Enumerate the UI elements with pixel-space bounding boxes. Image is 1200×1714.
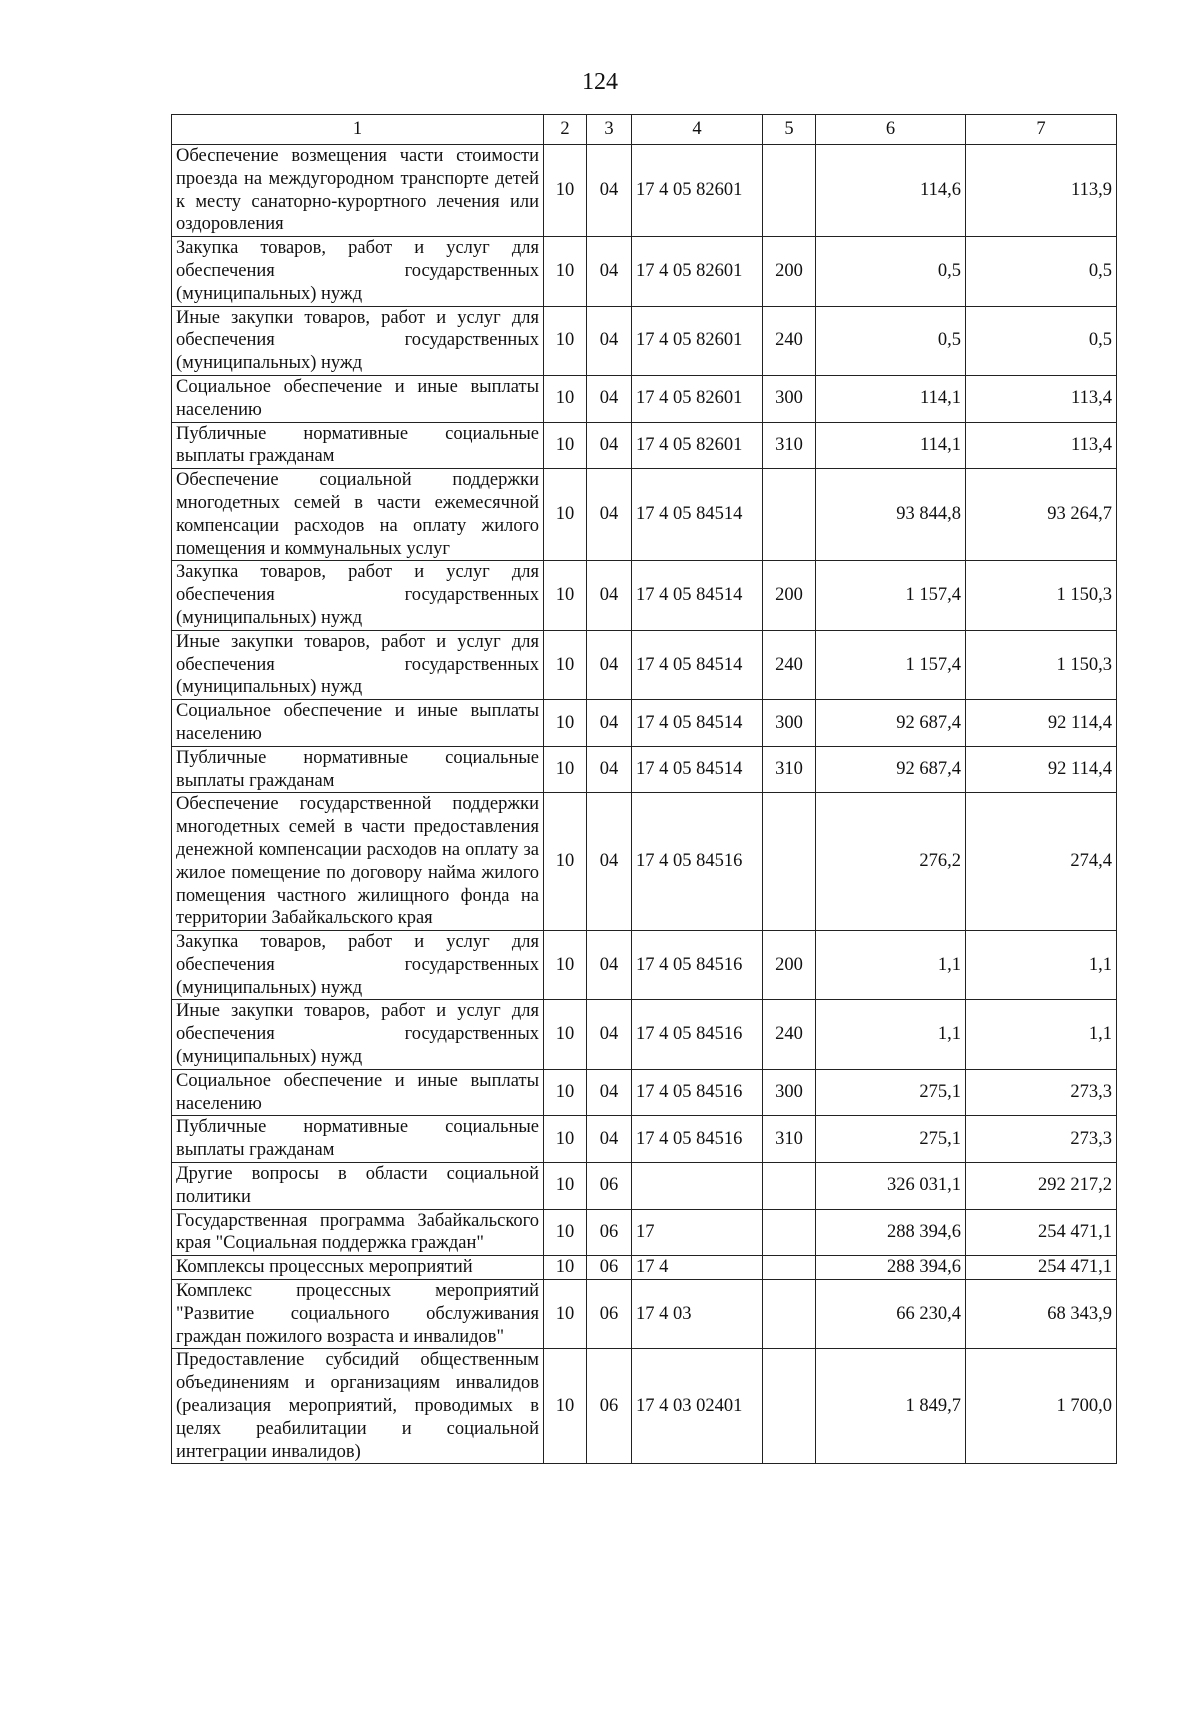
table-row — [172, 237, 1117, 306]
cell-amount-1: 66 230,4 — [816, 1280, 966, 1349]
column-header: 2 — [544, 115, 587, 145]
cell-amount-2: 113,4 — [966, 422, 1117, 469]
cell-amount-1: 114,6 — [816, 145, 966, 237]
cell-subsection: 04 — [587, 931, 632, 1000]
cell-amount-2: 1 700,0 — [966, 1349, 1117, 1464]
cell-target-code: 17 4 05 82601 — [632, 375, 763, 422]
cell-expense-type — [763, 1163, 816, 1210]
cell-section: 10 — [544, 1349, 587, 1464]
cell-amount-1: 1 849,7 — [816, 1349, 966, 1464]
cell-section: 10 — [544, 700, 587, 747]
cell-expense-type — [763, 1256, 816, 1280]
cell-expense-type: 300 — [763, 1069, 816, 1116]
cell-amount-2: 274,4 — [966, 793, 1117, 931]
cell-amount-2: 1 150,3 — [966, 630, 1117, 699]
cell-target-code: 17 4 05 84516 — [632, 931, 763, 1000]
column-header: 3 — [587, 115, 632, 145]
table-row — [172, 1349, 1117, 1464]
table-row — [172, 1280, 1117, 1349]
cell-target-code: 17 4 05 82601 — [632, 145, 763, 237]
cell-amount-2: 68 343,9 — [966, 1280, 1117, 1349]
cell-subsection: 04 — [587, 561, 632, 630]
cell-target-code: 17 4 05 82601 — [632, 422, 763, 469]
cell-section: 10 — [544, 145, 587, 237]
cell-expense-type — [763, 1349, 816, 1464]
cell-amount-1: 92 687,4 — [816, 746, 966, 793]
cell-expense-type: 200 — [763, 931, 816, 1000]
cell-subsection: 04 — [587, 793, 632, 931]
cell-amount-1: 93 844,8 — [816, 469, 966, 561]
cell-target-code: 17 4 05 84516 — [632, 1116, 763, 1163]
cell-amount-1: 288 394,6 — [816, 1256, 966, 1280]
column-header: 6 — [816, 115, 966, 145]
cell-subsection: 04 — [587, 306, 632, 375]
table-row — [172, 1209, 1117, 1256]
cell-amount-1: 275,1 — [816, 1116, 966, 1163]
cell-amount-1: 326 031,1 — [816, 1163, 966, 1210]
cell-subsection: 06 — [587, 1209, 632, 1256]
table-row — [172, 306, 1117, 375]
cell-amount-1: 1 157,4 — [816, 561, 966, 630]
cell-expense-type: 200 — [763, 561, 816, 630]
cell-name: Закупка товаров, работ и услуг для обеспечения государственных (муниципальных) нужд — [172, 561, 544, 630]
table-row — [172, 422, 1117, 469]
cell-name: Предоставление субсидий общественным объединениям и организациям инвалидов (реализация мероприятий, проводимых в целях реабилитации и социальной интеграции инвалидов) — [172, 1349, 544, 1464]
table-row — [172, 1163, 1117, 1210]
page-number: 124 — [582, 69, 618, 95]
cell-target-code: 17 4 05 84514 — [632, 700, 763, 747]
cell-amount-2: 0,5 — [966, 237, 1117, 306]
cell-subsection: 04 — [587, 145, 632, 237]
cell-subsection: 06 — [587, 1349, 632, 1464]
cell-section: 10 — [544, 1069, 587, 1116]
table-row — [172, 375, 1117, 422]
table-row — [172, 1000, 1117, 1069]
cell-name: Обеспечение социальной поддержки многодетных семей в части ежемесячной компенсации расходов на оплату жилого помещения и коммунальных услуг — [172, 469, 544, 561]
table-row — [172, 145, 1117, 237]
cell-subsection: 04 — [587, 1116, 632, 1163]
cell-amount-2: 273,3 — [966, 1069, 1117, 1116]
table-row — [172, 630, 1117, 699]
cell-expense-type — [763, 793, 816, 931]
column-number-row — [172, 115, 1117, 145]
cell-target-code: 17 4 03 — [632, 1280, 763, 1349]
cell-subsection: 04 — [587, 375, 632, 422]
cell-section: 10 — [544, 931, 587, 1000]
table-body — [172, 145, 1117, 1464]
cell-amount-2: 93 264,7 — [966, 469, 1117, 561]
column-header: 1 — [172, 115, 544, 145]
cell-section: 10 — [544, 1000, 587, 1069]
cell-name: Другие вопросы в области социальной политики — [172, 1163, 544, 1210]
cell-amount-2: 254 471,1 — [966, 1209, 1117, 1256]
cell-section: 10 — [544, 746, 587, 793]
cell-name: Государственная программа Забайкальского края "Социальная поддержка граждан" — [172, 1209, 544, 1256]
cell-expense-type: 310 — [763, 746, 816, 793]
cell-amount-2: 254 471,1 — [966, 1256, 1117, 1280]
cell-target-code: 17 4 05 82601 — [632, 306, 763, 375]
table-row — [172, 746, 1117, 793]
budget-table — [171, 114, 1117, 1464]
cell-target-code: 17 4 05 84514 — [632, 469, 763, 561]
cell-target-code: 17 4 03 02401 — [632, 1349, 763, 1464]
cell-expense-type: 300 — [763, 375, 816, 422]
cell-expense-type: 310 — [763, 422, 816, 469]
cell-expense-type — [763, 1280, 816, 1349]
cell-expense-type: 240 — [763, 1000, 816, 1069]
column-header: 5 — [763, 115, 816, 145]
cell-name: Иные закупки товаров, работ и услуг для обеспечения государственных (муниципальных) нужд — [172, 1000, 544, 1069]
table-row — [172, 1069, 1117, 1116]
cell-expense-type — [763, 145, 816, 237]
cell-name: Закупка товаров, работ и услуг для обеспечения государственных (муниципальных) нужд — [172, 237, 544, 306]
cell-name: Социальное обеспечение и иные выплаты населению — [172, 1069, 544, 1116]
table-row — [172, 1116, 1117, 1163]
cell-amount-1: 0,5 — [816, 306, 966, 375]
cell-amount-1: 1 157,4 — [816, 630, 966, 699]
cell-amount-2: 1,1 — [966, 1000, 1117, 1069]
cell-expense-type: 240 — [763, 630, 816, 699]
cell-expense-type — [763, 1209, 816, 1256]
cell-name: Социальное обеспечение и иные выплаты населению — [172, 375, 544, 422]
cell-amount-1: 114,1 — [816, 422, 966, 469]
cell-target-code: 17 — [632, 1209, 763, 1256]
cell-target-code: 17 4 05 84514 — [632, 746, 763, 793]
cell-subsection: 04 — [587, 469, 632, 561]
cell-name: Обеспечение государственной поддержки многодетных семей в части предоставления денежной компенсации расходов на оплату за жилое помещение по договору найма жилого помещения частного жилищного фонда на территории Забайкальского края — [172, 793, 544, 931]
cell-subsection: 06 — [587, 1280, 632, 1349]
cell-subsection: 06 — [587, 1163, 632, 1210]
cell-target-code: 17 4 05 84516 — [632, 1069, 763, 1116]
table-row — [172, 793, 1117, 931]
cell-amount-2: 1 150,3 — [966, 561, 1117, 630]
cell-target-code: 17 4 05 84514 — [632, 561, 763, 630]
cell-name: Комплекс процессных мероприятий "Развитие социального обслуживания граждан пожилого возраста и инвалидов" — [172, 1280, 544, 1349]
cell-name: Иные закупки товаров, работ и услуг для обеспечения государственных (муниципальных) нужд — [172, 306, 544, 375]
cell-amount-2: 292 217,2 — [966, 1163, 1117, 1210]
cell-amount-1: 275,1 — [816, 1069, 966, 1116]
cell-section: 10 — [544, 306, 587, 375]
cell-target-code: 17 4 05 84516 — [632, 1000, 763, 1069]
column-header: 4 — [632, 115, 763, 145]
cell-name: Публичные нормативные социальные выплаты гражданам — [172, 1116, 544, 1163]
cell-section: 10 — [544, 561, 587, 630]
cell-target-code: 17 4 05 84516 — [632, 793, 763, 931]
cell-amount-2: 0,5 — [966, 306, 1117, 375]
table-row — [172, 700, 1117, 747]
cell-section: 10 — [544, 1280, 587, 1349]
cell-amount-1: 288 394,6 — [816, 1209, 966, 1256]
cell-subsection: 04 — [587, 746, 632, 793]
cell-amount-2: 1,1 — [966, 931, 1117, 1000]
cell-target-code — [632, 1163, 763, 1210]
cell-subsection: 04 — [587, 237, 632, 306]
cell-expense-type — [763, 469, 816, 561]
cell-subsection: 04 — [587, 422, 632, 469]
cell-section: 10 — [544, 1116, 587, 1163]
cell-amount-2: 113,4 — [966, 375, 1117, 422]
cell-expense-type: 310 — [763, 1116, 816, 1163]
cell-target-code: 17 4 05 84514 — [632, 630, 763, 699]
cell-subsection: 04 — [587, 630, 632, 699]
cell-name: Публичные нормативные социальные выплаты гражданам — [172, 422, 544, 469]
cell-section: 10 — [544, 422, 587, 469]
cell-name: Социальное обеспечение и иные выплаты населению — [172, 700, 544, 747]
cell-name: Публичные нормативные социальные выплаты гражданам — [172, 746, 544, 793]
cell-section: 10 — [544, 1209, 587, 1256]
table-row — [172, 1256, 1117, 1280]
cell-amount-2: 273,3 — [966, 1116, 1117, 1163]
cell-name: Обеспечение возмещения части стоимости проезда на междугородном транспорте детей к месту санаторно-курортного лечения или оздоровления — [172, 145, 544, 237]
cell-subsection: 04 — [587, 1069, 632, 1116]
cell-amount-1: 114,1 — [816, 375, 966, 422]
cell-amount-2: 92 114,4 — [966, 700, 1117, 747]
cell-name: Закупка товаров, работ и услуг для обеспечения государственных (муниципальных) нужд — [172, 931, 544, 1000]
cell-section: 10 — [544, 1163, 587, 1210]
cell-expense-type: 300 — [763, 700, 816, 747]
cell-expense-type: 200 — [763, 237, 816, 306]
cell-section: 10 — [544, 469, 587, 561]
cell-expense-type: 240 — [763, 306, 816, 375]
cell-amount-1: 276,2 — [816, 793, 966, 931]
column-header: 7 — [966, 115, 1117, 145]
cell-amount-1: 1,1 — [816, 931, 966, 1000]
cell-section: 10 — [544, 1256, 587, 1280]
cell-target-code: 17 4 05 82601 — [632, 237, 763, 306]
cell-section: 10 — [544, 630, 587, 699]
cell-name: Комплексы процессных мероприятий — [172, 1256, 544, 1280]
cell-name: Иные закупки товаров, работ и услуг для обеспечения государственных (муниципальных) нужд — [172, 630, 544, 699]
cell-section: 10 — [544, 237, 587, 306]
cell-amount-1: 1,1 — [816, 1000, 966, 1069]
cell-target-code: 17 4 — [632, 1256, 763, 1280]
table-row — [172, 469, 1117, 561]
cell-amount-1: 0,5 — [816, 237, 966, 306]
cell-section: 10 — [544, 375, 587, 422]
cell-amount-2: 113,9 — [966, 145, 1117, 237]
cell-subsection: 04 — [587, 700, 632, 747]
cell-amount-2: 92 114,4 — [966, 746, 1117, 793]
table-row — [172, 561, 1117, 630]
cell-subsection: 04 — [587, 1000, 632, 1069]
table-row — [172, 931, 1117, 1000]
cell-subsection: 06 — [587, 1256, 632, 1280]
cell-amount-1: 92 687,4 — [816, 700, 966, 747]
cell-section: 10 — [544, 793, 587, 931]
